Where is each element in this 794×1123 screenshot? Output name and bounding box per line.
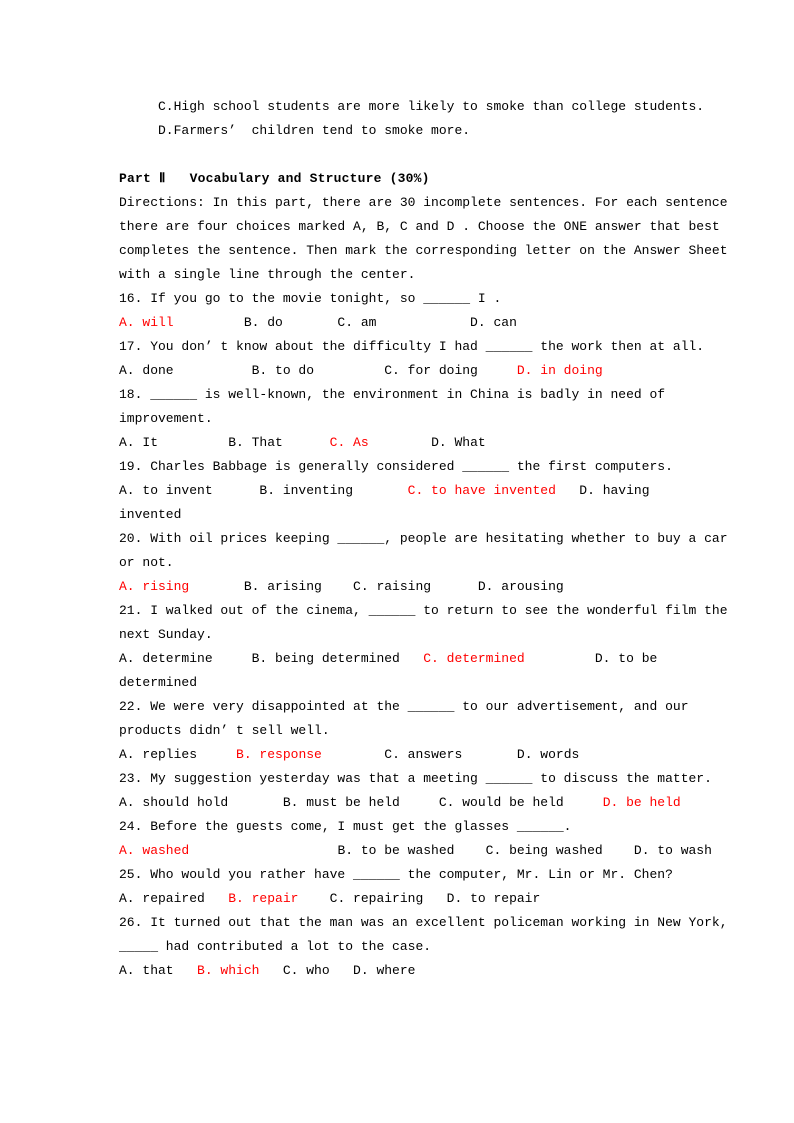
question-26-options — [119, 959, 739, 983]
directions-line-3 — [119, 239, 739, 263]
answer-18: C. As — [329, 435, 369, 450]
text-segment: B. do C. am D. can — [173, 315, 517, 330]
text-segment: completes the sentence. Then mark the corresponding letter on the Answer Sheet — [119, 243, 728, 258]
question-17-options — [119, 359, 739, 383]
answer-21: C. determined — [423, 651, 525, 666]
directions-line-2 — [119, 215, 739, 239]
text-segment: D.Farmers’ children tend to smoke more. — [119, 123, 471, 138]
question-25-stem — [119, 863, 739, 887]
text-segment: next Sunday. — [119, 627, 213, 642]
question-19-options — [119, 479, 739, 503]
text-segment: 23. My suggestion yesterday was that a meeting ______ to discuss the matter. — [119, 771, 712, 786]
directions-line-4 — [119, 263, 739, 287]
text-segment: or not. — [119, 555, 174, 570]
question-20-stem — [119, 527, 739, 551]
text-segment: 26. It turned out that the man was an excellent policeman working in New York, — [119, 915, 728, 930]
question-16-stem — [119, 287, 739, 311]
question-22-stem — [119, 695, 739, 719]
question-20-stem-2 — [119, 551, 739, 575]
text-segment: 16. If you go to the movie tonight, so ______ I . — [119, 291, 502, 306]
text-segment: D. to be — [524, 651, 658, 666]
text-segment: determined — [119, 675, 198, 690]
question-21-options — [119, 647, 739, 671]
text-segment: C. answers D. words — [321, 747, 580, 762]
text-segment: 20. With oil prices keeping ______, people are hesitating whether to buy a car — [119, 531, 728, 546]
question-25-options — [119, 887, 739, 911]
question-23-options — [119, 791, 739, 815]
text-segment: D. What — [368, 435, 486, 450]
text-segment: with a single line through the center. — [119, 267, 416, 282]
question-21-stem — [119, 599, 739, 623]
question-26-stem — [119, 911, 739, 935]
question-22-stem-2 — [119, 719, 739, 743]
question-20-options — [119, 575, 739, 599]
question-18-stem-2 — [119, 407, 739, 431]
choice-d-line — [119, 119, 739, 143]
text-segment: 17. You don’ t know about the difficulty I had ______ the work then at all. — [119, 339, 705, 354]
answer-20: A. rising — [119, 579, 190, 594]
text-segment: B. to be washed C. being washed D. to wash — [189, 843, 712, 858]
text-segment: 21. I walked out of the cinema, ______ to return to see the wonderful film the — [119, 603, 728, 618]
text-segment: A. repaired — [119, 891, 229, 906]
question-22-options — [119, 743, 739, 767]
part-heading — [119, 167, 739, 191]
text-segment: 25. Who would you rather have ______ the computer, Mr. Lin or Mr. Chen? — [119, 867, 673, 882]
question-21-stem-2 — [119, 623, 739, 647]
text-segment: C. who D. where — [259, 963, 416, 978]
text-segment: A. should hold B. must be held C. would be held — [119, 795, 603, 810]
answer-16: A. will — [119, 315, 174, 330]
question-26-stem-2 — [119, 935, 739, 959]
text-segment: A. done B. to do C. for doing — [119, 363, 517, 378]
text-segment: 18. ______ is well-known, the environment in China is badly in need of — [119, 387, 666, 402]
text-segment: improvement. — [119, 411, 213, 426]
blank-line — [119, 143, 739, 167]
text-segment: products didn’ t sell well. — [119, 723, 330, 738]
text-segment: _____ had contributed a lot to the case. — [119, 939, 432, 954]
text-segment: there are four choices marked A, B, C and D . Choose the ONE answer that best — [119, 219, 720, 234]
answer-25: B. repair — [228, 891, 299, 906]
answer-26: B. which — [197, 963, 260, 978]
directions-line-1 — [119, 191, 739, 215]
question-18-options — [119, 431, 739, 455]
text-segment: A. replies — [119, 747, 237, 762]
text-segment: 24. Before the guests come, I must get the glasses ______. — [119, 819, 572, 834]
question-23-stem — [119, 767, 739, 791]
text-segment: A. that — [119, 963, 198, 978]
text-segment: D. having — [555, 483, 650, 498]
part-heading-text: Part Ⅱ Vocabulary and Structure (30%) — [119, 171, 430, 186]
answer-17: D. in doing — [516, 363, 603, 378]
text-segment: A. to invent B. inventing — [119, 483, 408, 498]
question-19-stem — [119, 455, 739, 479]
answer-23: D. be held — [602, 795, 681, 810]
text-segment: C.High school students are more likely to smoke than college students. — [119, 99, 705, 114]
answer-19: C. to have invented — [407, 483, 556, 498]
text-segment: B. arising C. raising D. arousing — [189, 579, 564, 594]
question-18-stem — [119, 383, 739, 407]
text-segment: 22. We were very disappointed at the ______ to our advertisement, and our — [119, 699, 689, 714]
choice-c-line — [119, 95, 739, 119]
question-24-options — [119, 839, 739, 863]
text-segment: Directions: In this part, there are 30 incomplete sentences. For each sentence — [119, 195, 728, 210]
question-17-stem — [119, 335, 739, 359]
text-segment: C. repairing D. to repair — [298, 891, 541, 906]
question-21-options-2 — [119, 671, 739, 695]
text-segment: A. determine B. being determined — [119, 651, 424, 666]
text-segment: 19. Charles Babbage is generally considered ______ the first computers. — [119, 459, 673, 474]
question-19-options-2 — [119, 503, 739, 527]
text-segment: A. It B. That — [119, 435, 330, 450]
answer-24: A. washed — [119, 843, 190, 858]
question-16-options — [119, 311, 739, 335]
question-24-stem — [119, 815, 739, 839]
text-segment: invented — [119, 507, 182, 522]
answer-22: B. response — [236, 747, 322, 762]
